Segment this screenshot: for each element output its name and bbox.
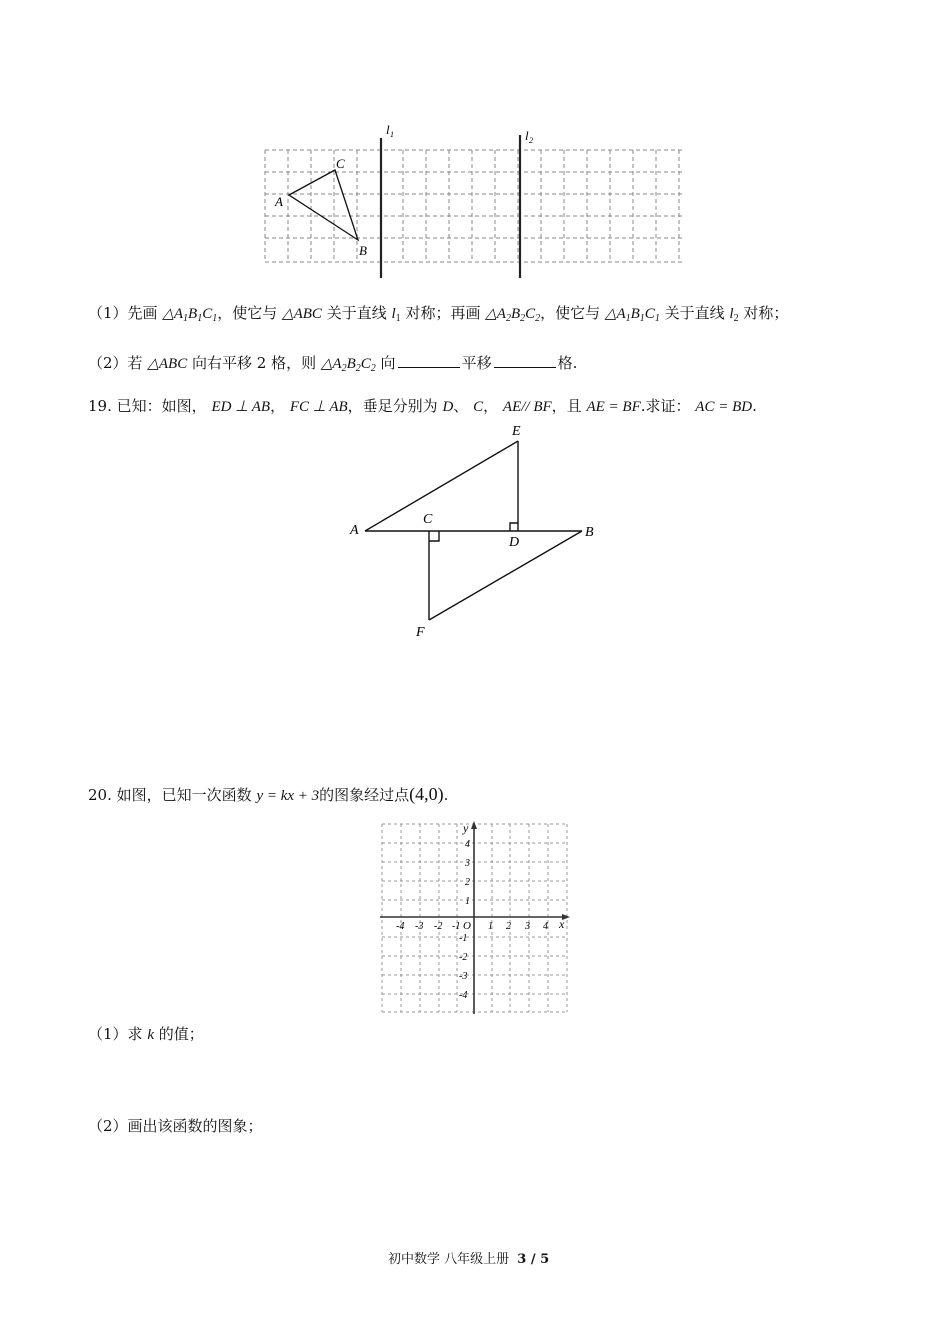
x-tick: -4 bbox=[396, 921, 405, 932]
label-l1: l bbox=[386, 122, 390, 137]
q20-statement: 20. 如图，已知一次函数 y = kx + 3的图象经过点(4,0). bbox=[88, 784, 449, 804]
y-tick: 2 bbox=[465, 877, 470, 888]
y-tick: -1 bbox=[459, 933, 468, 944]
answer-blank-steps[interactable] bbox=[494, 353, 556, 368]
q20-coordinate-grid bbox=[375, 818, 575, 1016]
x-tick: 3 bbox=[525, 921, 530, 932]
label-f: F bbox=[416, 625, 425, 640]
page-number: 3 / 5 bbox=[517, 1252, 550, 1267]
y-tick: 4 bbox=[465, 839, 470, 850]
y-tick: 3 bbox=[465, 858, 470, 869]
label-d: D bbox=[509, 535, 520, 550]
y-axis-arrow bbox=[471, 821, 477, 829]
x-tick: -3 bbox=[415, 921, 424, 932]
right-angle-c bbox=[429, 531, 439, 541]
x-axis-label: x bbox=[559, 917, 565, 931]
segment-ae bbox=[365, 441, 518, 531]
segment-fb bbox=[429, 531, 582, 620]
y-tick: -2 bbox=[459, 952, 468, 963]
answer-blank-direction[interactable] bbox=[398, 353, 460, 368]
q18-part2: （2）若 △ABC 向右平移 2 格，则 $\triangle A_2B_2C_2$ 向 平移 格. bbox=[88, 354, 578, 374]
dashed-grid bbox=[382, 824, 568, 1012]
y-tick: -4 bbox=[459, 990, 468, 1001]
q20-part2: （2）画出该函数的图象； bbox=[88, 1117, 263, 1135]
label-l1-sub: 1 bbox=[390, 130, 394, 139]
label-a: A bbox=[275, 194, 283, 209]
triangle-abc bbox=[289, 170, 358, 240]
label-l2: l bbox=[525, 128, 529, 143]
q20-part1: （1）求 k 的值； bbox=[88, 1025, 204, 1043]
q18-part1: （1）先画 $\triangle A_1B_1C_1$，使它与 △ABC 关于直线 $l_1$ 对称；再画 $\triangle A_2B_2C_2$，使它与 $\triangle A_1B_1C_1$ 关于直线 $l_2$ 对称； bbox=[88, 304, 789, 324]
x-tick: -2 bbox=[434, 921, 443, 932]
dashed-grid bbox=[265, 150, 683, 262]
y-tick: 1 bbox=[465, 896, 470, 907]
label-c: C bbox=[336, 156, 345, 171]
x-tick: 1 bbox=[488, 921, 493, 932]
label-b: B bbox=[585, 525, 594, 540]
y-tick: -3 bbox=[459, 971, 468, 982]
x-tick: -1 bbox=[452, 921, 461, 932]
x-tick: 2 bbox=[506, 921, 511, 932]
q19-figure bbox=[340, 415, 610, 645]
y-axis-label: y bbox=[463, 821, 469, 835]
label-e: E bbox=[512, 424, 521, 439]
label-c: C bbox=[423, 512, 433, 527]
label-b: B bbox=[359, 243, 367, 258]
reflection-grid-figure bbox=[255, 120, 695, 285]
x-tick: 4 bbox=[543, 921, 548, 932]
label-l2-sub: 2 bbox=[529, 136, 533, 145]
label-a: A bbox=[350, 523, 359, 538]
footer-text: 初中数学 八年级上册 bbox=[388, 1252, 510, 1267]
page-footer bbox=[388, 1248, 549, 1267]
right-angle-d bbox=[510, 523, 518, 531]
q19-statement: 19. 已知：如图， ED ⊥ AB， FC ⊥ AB，垂足分别为 D、 C， AE// BF，且 AE = BF.求证： AC = BD. bbox=[88, 397, 757, 415]
origin-label: O bbox=[463, 920, 471, 932]
